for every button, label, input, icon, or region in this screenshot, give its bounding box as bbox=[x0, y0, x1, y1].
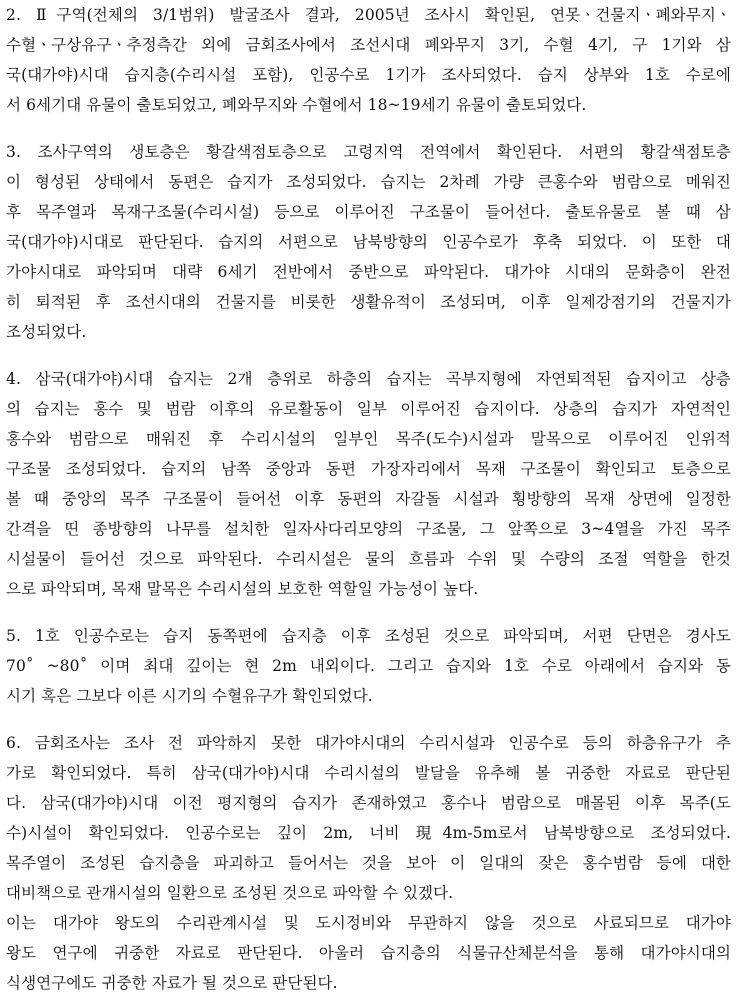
text-line: 의 습지는 홍수 및 범람 이후의 유로활동이 일부 이루어진 습지이다. 상층의 습지가 자연적인 bbox=[6, 400, 731, 418]
text-line: 간격을 띤 종방향의 나무를 설치한 일자사다리모양의 구조물, 그 앞쪽으로 3~4열을 가진 목주 bbox=[6, 520, 731, 538]
text-line: 가로 확인되었다. 특히 삼국(대가야)시대 수리시설의 발달을 유추해 볼 귀중한 자료로 판단된 bbox=[6, 764, 731, 782]
text-line: 수)시설이 확인되었다. 인공수로는 깊이 2m, 너비 現4m-5m로서 남북방향으로 조성되었다. bbox=[6, 824, 731, 842]
text-line: 다. 삼국(대가야)시대 이전 평지형의 습지가 존재하였고 홍수나 범람으로 매몰된 이후 목주(도 bbox=[6, 794, 731, 812]
text-line: 히 퇴적된 후 조선시대의 건물지를 비롯한 생활유적이 조성되며, 이후 일제강점기의 건물지가 bbox=[6, 293, 731, 311]
document-page bbox=[6, 0, 731, 998]
text-line: 시기 혹은 그보다 이른 시기의 수혈유구가 확인되었다. bbox=[6, 687, 373, 705]
text-line: 왕도 연구에 귀중한 자료로 판단된다. 아울러 습지층의 식물규산체분석을 통해 대가야시대의 bbox=[6, 944, 731, 962]
text-line: 4. 삼국(대가야)시대 습지는 2개 층위로 하층의 습지는 곡부지형에 자연퇴적된 습지이고 상층 bbox=[6, 370, 731, 388]
text-line: 5. 1호 인공수로는 습지 동쪽편에 습지층 이후 조성된 것으로 파악되며, 서편 단면은 경사도 bbox=[6, 627, 731, 645]
text-line: 후 목주열과 목재구조물(수리시설) 등으로 이루어진 구조물이 들어선다. 출토유물로 볼 때 삼 bbox=[6, 203, 731, 221]
paragraph-5 bbox=[6, 621, 731, 711]
text-line: 이 형성된 상태에서 동편은 습지가 조성되었다. 습지는 2차례 가량 큰홍수와 범람으로 메워진 bbox=[6, 173, 731, 191]
text-line: 홍수와 범람으로 매워진 후 수리시설의 일부인 목주(도수)시설과 말목으로 이루어진 인위적 bbox=[6, 430, 731, 448]
text-line: 볼 때 중앙의 목주 구조물이 들어선 이후 동편의 자갈돌 시설과 횡방향의 목재 상면에 일정한 bbox=[6, 490, 731, 508]
text-line: 국(대가야)시대로 판단된다. 습지의 서편으로 남북방향의 인공수로가 후축 되었다. 이 또한 대 bbox=[6, 233, 731, 251]
text-line: 식생연구에도 귀중한 자료가 될 것으로 판단된다. bbox=[6, 974, 338, 992]
text-line: 70˚ ~80˚ 이며 최대 깊이는 현 2m 내외이다. 그리고 습지와 1호 수로 아래에서 습지와 동 bbox=[6, 657, 731, 675]
text-line: 구조물 조성되었다. 습지의 남쪽 중앙과 동편 가장자리에서 목재 구조물이 확인되고 토층으로 bbox=[6, 460, 731, 478]
text-line: 국(대가야)시대 습지층(수리시설 포함), 인공수로 1기가 조사되었다. 습지 상부와 1호 수로에 bbox=[6, 66, 731, 84]
text-line: 으로 파악되며, 목재 말목은 수리시설의 보호한 역할일 가능성이 높다. bbox=[6, 580, 479, 598]
text-line: 2. Ⅱ구역(전체의 3/1범위) 발굴조사 결과, 2005년 조사시 확인된, 연못ㆍ건물지ㆍ폐와무지ㆍ bbox=[6, 6, 731, 24]
paragraph-3 bbox=[6, 137, 731, 347]
text-line: 이는 대가야 왕도의 수리관계시설 및 도시정비와 무관하지 않을 것으로 사료되므로 대가야 bbox=[6, 914, 731, 932]
text-line: 목주열이 조성된 습지층을 파괴하고 들어서는 것을 보아 이 일대의 잦은 홍수범람 등에 대한 bbox=[6, 854, 731, 872]
text-line: 시설물이 들어선 것으로 파악된다. 수리시설은 물의 흐름과 수위 및 수량의 조절 역할을 한것 bbox=[6, 550, 731, 568]
text-line: 조성되었다. bbox=[6, 323, 87, 341]
paragraph-6 bbox=[6, 728, 731, 998]
text-line: 3. 조사구역의 생토층은 황갈색점토층으로 고령지역 전역에서 확인된다. 서편의 황갈색점토층 bbox=[6, 143, 731, 161]
text-line: 가야시대로 파악되며 대략 6세기 전반에서 중반으로 파악된다. 대가야 시대의 문화층이 완전 bbox=[6, 263, 731, 281]
text-line: 6. 금회조사는 조사 전 파악하지 못한 대가야시대의 수리시설과 인공수로 등의 하층유구가 추 bbox=[6, 734, 731, 752]
paragraph-4 bbox=[6, 364, 731, 604]
paragraph-2 bbox=[6, 0, 731, 120]
text-line: 수혈ㆍ구상유구ㆍ추정측간 외에 금회조사에서 조선시대 폐와무지 3기, 수혈 4기, 구 1기와 삼 bbox=[6, 36, 731, 54]
text-line: 서 6세기대 유물이 출토되었고, 폐와무지와 수혈에서 18~19세기 유물이 출토되었다. bbox=[6, 96, 587, 114]
text-line: 대비책으로 관개시설의 일환으로 조성된 것으로 파악할 수 있겠다. bbox=[6, 884, 454, 902]
